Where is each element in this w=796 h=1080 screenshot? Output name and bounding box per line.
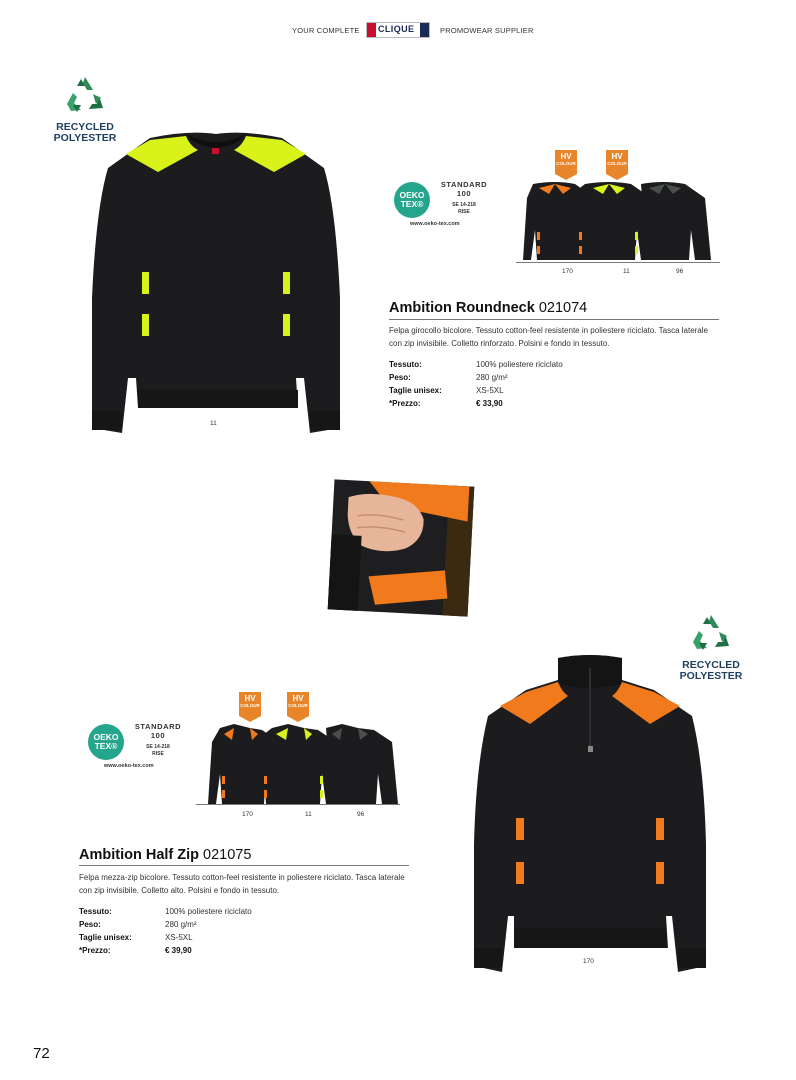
product-name: Ambition Roundneck (389, 300, 535, 316)
spec-price: € 33,90 (476, 399, 503, 408)
spec-label: Taglie unisex: (389, 386, 442, 395)
product-title (389, 300, 587, 316)
spec-label: Tessuto: (79, 907, 112, 916)
hv-colour-badge: HV COLOUR (239, 692, 261, 716)
title-underline (389, 319, 719, 320)
spec-label: *Prezzo: (389, 399, 421, 408)
product-description: Felpa mezza-zip bicolore. Tessuto cotton-feel resistente in poliestere riciclato. Tasca laterale con zip invisibile. Colletto alto. Polsini e fondo in tessuto. (79, 873, 405, 895)
oeko-cert-code: SE 14-218 (452, 202, 476, 208)
product-specs (79, 905, 399, 961)
spec-value: XS-5XL (165, 933, 193, 942)
spec-value: 100% poliestere riciclato (165, 907, 252, 916)
recycled-line2: POLYESTER (53, 132, 117, 144)
page-number: 72 (33, 1045, 50, 1062)
roundneck-sweater-image (88, 128, 344, 440)
product-code: 021074 (538, 300, 588, 316)
variants-baseline (196, 804, 400, 805)
spec-price: € 39,90 (165, 946, 192, 955)
header-left-text: YOUR COMPLETE (292, 26, 360, 35)
hv-colour-badge: HV COLOUR (555, 150, 577, 174)
product-code: 021075 (203, 847, 252, 863)
clique-logo (366, 22, 430, 38)
spec-label: *Prezzo: (79, 946, 111, 955)
halfzip-main-color-code: 170 (583, 958, 594, 965)
recycle-icon (689, 612, 733, 654)
spec-value: 100% poliestere riciclato (476, 360, 563, 369)
color-code: 11 (623, 268, 630, 275)
color-code: 96 (357, 811, 365, 818)
oeko-standard: STANDARD (440, 180, 488, 189)
oeko-url: www.oeko-tex.com (104, 763, 154, 769)
halfzip-color-variants (208, 722, 398, 806)
product-title (79, 847, 251, 863)
recycled-line1: RECYCLED (682, 659, 740, 671)
oeko-standard-number: 100 (150, 731, 166, 740)
hv-colour-badge: HV COLOUR (287, 692, 309, 716)
color-code: 170 (242, 811, 253, 818)
spec-label: Peso: (389, 373, 411, 382)
variants-baseline (516, 262, 720, 263)
pocket-detail-photo (322, 474, 479, 622)
product-name: Ambition Half Zip (79, 847, 200, 863)
recycled-line1: RECYCLED (56, 121, 114, 133)
oeko-tex-logo: OEKO TEX® (88, 724, 124, 760)
spec-label: Peso: (79, 920, 101, 929)
title-underline (79, 865, 409, 866)
hv-colour-badge: HV COLOUR (606, 150, 628, 174)
spec-label: Taglie unisex: (79, 933, 132, 942)
oeko-url: www.oeko-tex.com (410, 221, 460, 227)
color-code: 96 (676, 268, 684, 275)
oeko-tex-badge (88, 718, 198, 778)
oeko-tex-logo: OEKO TEX® (394, 182, 430, 218)
spec-value: XS-5XL (476, 386, 504, 395)
roundneck-color-variants (523, 180, 713, 264)
spec-label: Tessuto: (389, 360, 422, 369)
oeko-standard-number: 100 (456, 189, 472, 198)
roundneck-main-color-code: 11 (210, 420, 217, 427)
page-header (0, 22, 796, 38)
color-code: 11 (305, 811, 312, 818)
oeko-cert-institute: RISE (458, 209, 470, 215)
oeko-cert-code: SE 14-218 (146, 744, 170, 750)
oeko-standard: STANDARD (134, 722, 182, 731)
color-code: 170 (562, 268, 573, 275)
oeko-cert-institute: RISE (152, 751, 164, 757)
spec-value: 280 g/m² (165, 920, 197, 929)
product-specs (389, 358, 709, 414)
oeko-tex-badge (394, 176, 504, 236)
product-description: Felpa girocollo bicolore. Tessuto cotton-feel resistente in poliestere riciclato. Tasca laterale con zip invisibile. Colletto rinforzato. Polsini e fondo in tessuto. (389, 326, 708, 348)
recycled-line2: POLYESTER (679, 670, 743, 682)
recycle-icon (63, 74, 107, 116)
header-right-text: PROMOWEAR SUPPLIER (440, 26, 534, 35)
halfzip-sweater-image (470, 654, 710, 976)
brand-name: CLIQUE (378, 24, 415, 34)
spec-value: 280 g/m² (476, 373, 508, 382)
